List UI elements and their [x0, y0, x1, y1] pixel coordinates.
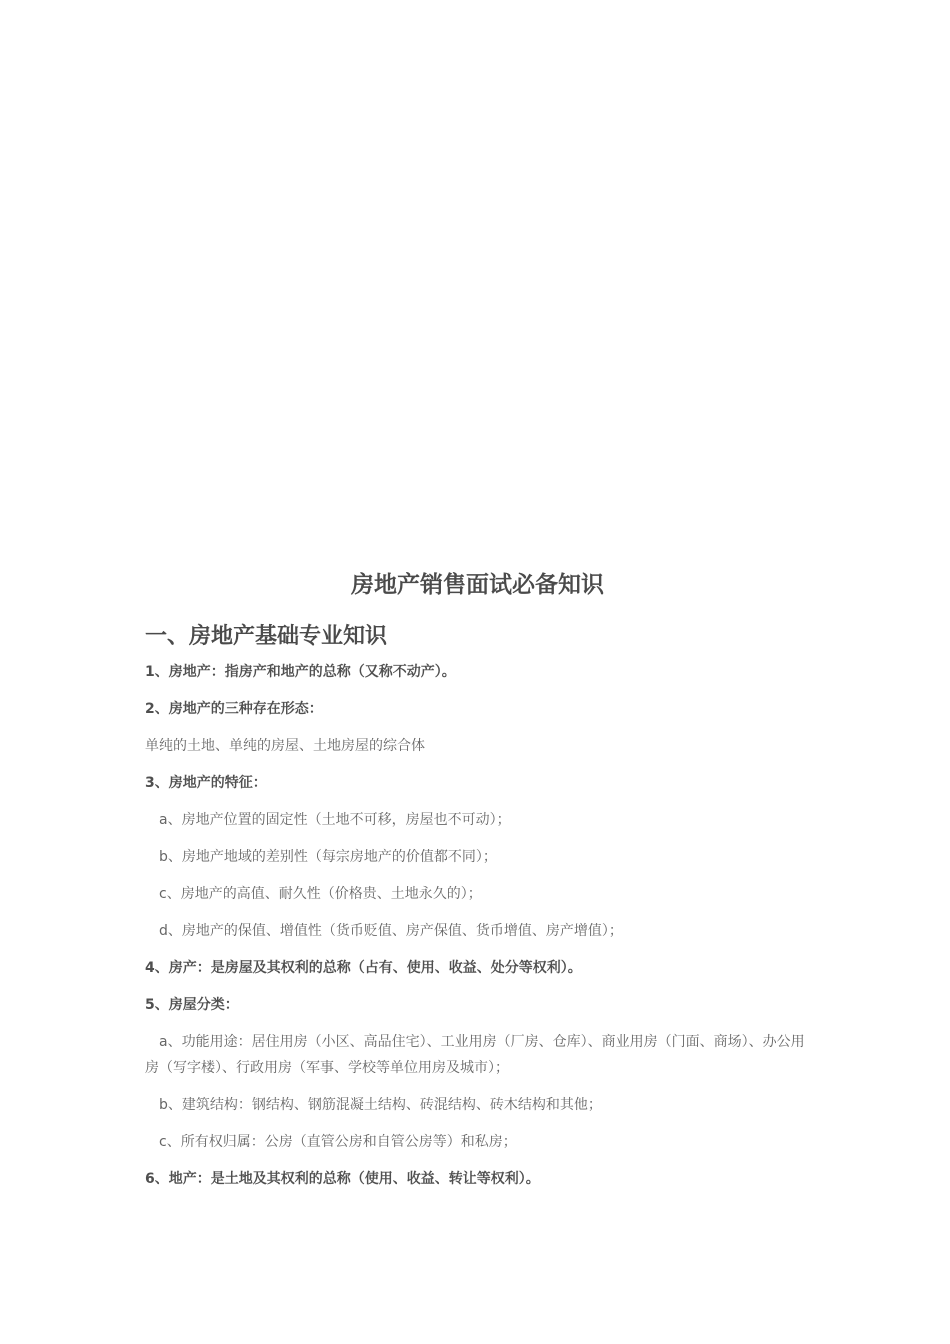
- three-forms-text: 单纯的土地、单纯的房屋、土地房屋的综合体: [145, 738, 425, 754]
- item-6-land-definition: 6、地产：是土地及其权利的总称（使用、收益、转让等权利）。: [145, 1171, 540, 1187]
- item-1-real-estate-definition: 1、房地产：指房产和地产的总称（又称不动产）。: [145, 664, 456, 680]
- document-content: [145, 567, 810, 1203]
- item-5-house-classification-heading: 5、房屋分类：: [145, 997, 239, 1013]
- classification-a: a、功能用途：居住用房（小区、高品住宅）、工业用房（厂房、仓库）、商业用房（门面、商场）、办公用房（写字楼）、行政用房（军事、学校等单位用房及城市）；: [145, 1034, 805, 1076]
- feature-d: d、房地产的保值、增值性（货币贬值、房产保值、货币增值、房产增值）；: [159, 923, 623, 939]
- item-2-three-forms-heading: 2、房地产的三种存在形态：: [145, 701, 323, 717]
- item-4-property-definition: 4、房产：是房屋及其权利的总称（占有、使用、收益、处分等权利）。: [145, 960, 582, 976]
- document-title: 房地产销售面试必备知识: [351, 571, 604, 598]
- feature-a: a、房地产位置的固定性（土地不可移，房屋也不可动）；: [159, 812, 511, 828]
- feature-c: c、房地产的高值、耐久性（价格贵、土地永久的）；: [159, 886, 482, 902]
- section-heading: 一、房地产基础专业知识: [145, 623, 388, 649]
- feature-b: b、房地产地域的差别性（每宗房地产的价值都不同）；: [159, 849, 497, 865]
- classification-b: b、建筑结构：钢结构、钢筋混凝土结构、砖混结构、砖木结构和其他；: [159, 1097, 602, 1113]
- classification-c: c、所有权归属：公房（直管公房和自管公房等）和私房；: [159, 1134, 517, 1150]
- item-3-features-heading: 3、房地产的特征：: [145, 775, 267, 791]
